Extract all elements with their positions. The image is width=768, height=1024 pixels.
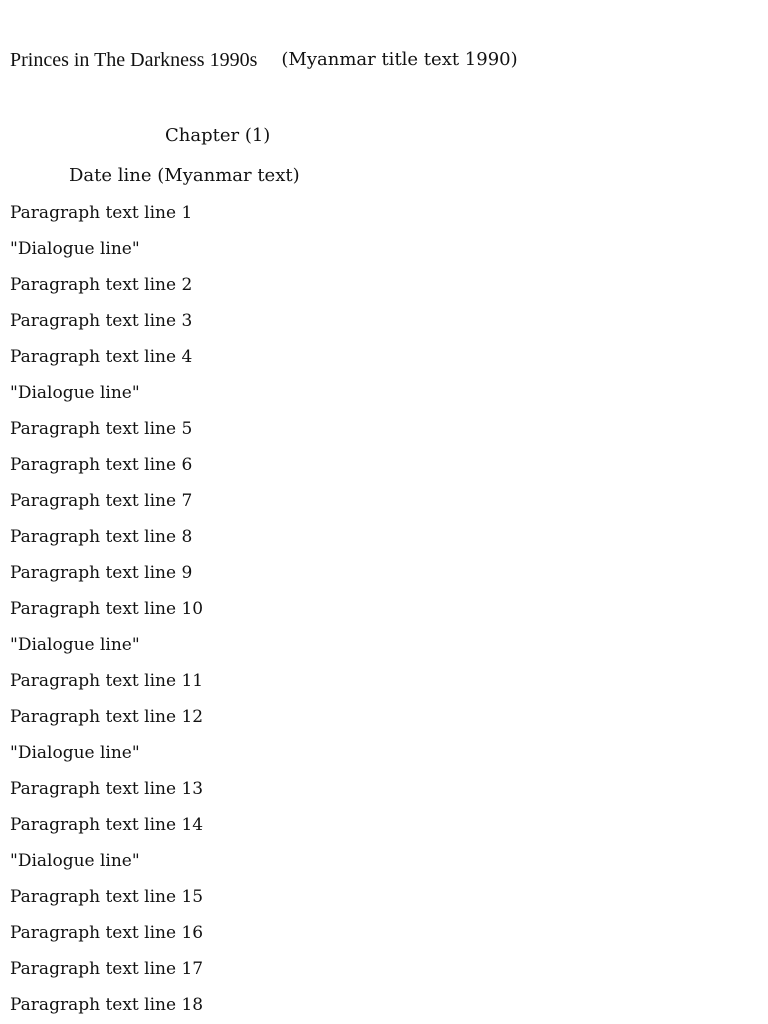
text-line-21: Paragraph text line 16 bbox=[10, 923, 204, 943]
text-line-04: Paragraph text line 3 bbox=[10, 311, 193, 331]
text-line-17: Paragraph text line 13 bbox=[10, 779, 204, 799]
title-myanmar: (Myanmar title text 1990) bbox=[281, 49, 518, 70]
text-line-03: Paragraph text line 2 bbox=[10, 275, 193, 295]
date-line: Date line (Myanmar text) bbox=[69, 164, 300, 186]
text-line-06: "Dialogue line" bbox=[10, 383, 140, 403]
text-line-10: Paragraph text line 8 bbox=[10, 527, 193, 547]
text-line-23: Paragraph text line 18 bbox=[10, 995, 204, 1015]
text-line-11: Paragraph text line 9 bbox=[10, 563, 193, 583]
text-line-08: Paragraph text line 6 bbox=[10, 455, 193, 475]
text-line-16: "Dialogue line" bbox=[10, 743, 140, 763]
text-line-09: Paragraph text line 7 bbox=[10, 491, 193, 511]
text-line-05: Paragraph text line 4 bbox=[10, 347, 193, 367]
text-line-01: Paragraph text line 1 bbox=[10, 203, 193, 223]
document-title-line bbox=[10, 43, 758, 77]
text-line-02: "Dialogue line" bbox=[10, 239, 140, 259]
text-line-18: Paragraph text line 14 bbox=[10, 815, 204, 835]
text-line-19: "Dialogue line" bbox=[10, 851, 140, 871]
title-english: Princes in The Darkness 1990s bbox=[10, 49, 258, 71]
text-line-13: "Dialogue line" bbox=[10, 635, 140, 655]
text-line-20: Paragraph text line 15 bbox=[10, 887, 204, 907]
text-line-15: Paragraph text line 12 bbox=[10, 707, 204, 727]
chapter-heading: Chapter (1) bbox=[165, 124, 271, 146]
text-line-07: Paragraph text line 5 bbox=[10, 419, 193, 439]
text-line-22: Paragraph text line 17 bbox=[10, 959, 204, 979]
text-line-12: Paragraph text line 10 bbox=[10, 599, 204, 619]
text-line-14: Paragraph text line 11 bbox=[10, 671, 204, 691]
